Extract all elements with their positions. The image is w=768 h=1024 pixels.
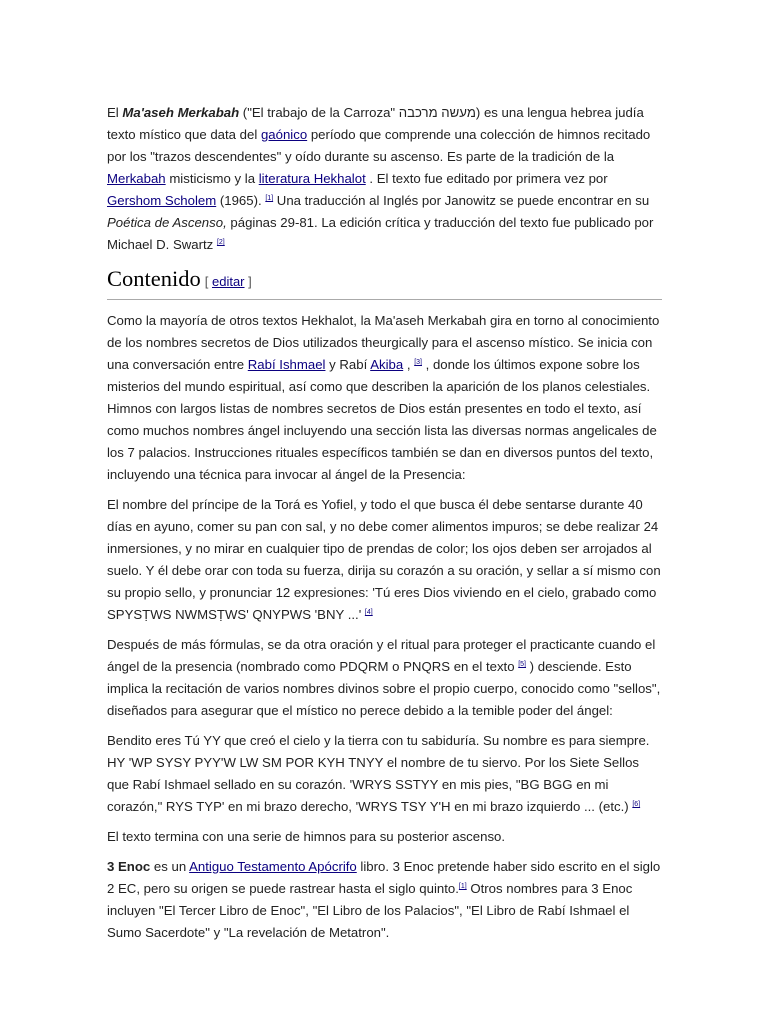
intro-text: . El texto fue editado por primera vez por (365, 171, 608, 186)
link-merkabah[interactable]: Merkabah (107, 171, 166, 186)
intro-text: páginas 29-81. La edición crítica y traducción del texto fue publicado por Michael D. Swartz (107, 215, 654, 252)
link-akiba[interactable]: Akiba (370, 357, 404, 372)
article-title-term: Ma'aseh Merkabah (122, 105, 240, 120)
link-gershom-scholem[interactable]: Gershom Scholem (107, 193, 217, 208)
content-paragraph (107, 730, 662, 818)
section-heading (107, 268, 662, 300)
intro-text: Una traducción al Inglés por Janowitz se puede encontrar en su (273, 193, 650, 208)
hebrew-title: מעשה מרכבה (398, 105, 476, 120)
link-literatura-hekhalot[interactable]: literatura Hekhalot (258, 171, 366, 186)
edit-section (205, 274, 252, 289)
paragraph-text: ) desciende. Esto implica la recitación de varios nombres divinos sobre el propio cuerpo, conocido como "sellos", diseñados para asegurar que el místico no perece debido a la temible poder del ángel: (107, 659, 661, 718)
link-gaonico[interactable]: gaónico (260, 127, 308, 142)
paragraph-text: El texto termina con una serie de himnos para su posterior ascenso. (107, 829, 506, 844)
paragraph-text: Otros nombres para 3 Enoc incluyen "El Tercer Libro de Enoc", "El Libro de los Palacios", "El Libro de Rabí Ishmael el Sumo Sacerdote" y "La revelación de Metatron". (107, 881, 633, 940)
paragraph-text: El nombre del príncipe de la Torá es Yofiel, y todo el que busca él debe sentarse durante 40 días en ayuno, comer su pan con sal, y no debe comer alimentos impuros; se debe realizar 24 inmersiones, y no mirar en cualquier tipo de prendas de color; los ojos deben ser arrojados al suelo. Y él debe orar con toda su fuerza, dirija su corazón a su oración, y sellar a sí mismo con su propio sello, y pronunciar 12 expresiones: 'Tú eres Dios viviendo en el cielo, grabado como SPYSṬWS NWMSṬWS' QNYPWS 'BNY ...' (107, 497, 661, 622)
content-paragraph (107, 634, 662, 722)
reference-link[interactable]: [1] (265, 195, 274, 202)
content-paragraph (107, 310, 662, 486)
article-body (107, 102, 662, 944)
link-rabi-ishmael[interactable]: Rabí Ishmael (247, 357, 326, 372)
content-paragraph (107, 826, 662, 848)
paragraph-text: Como la mayoría de otros textos Hekhalot, la Ma'aseh Merkabah gira en torno al conocimiento de los nombres secretos de Dios utilizados theurgically para el ascenso místico. Se inicia con una conversación entre (107, 313, 660, 372)
intro-text: (1965). (216, 193, 266, 208)
bold-term: 3 Enoc (107, 859, 151, 874)
intro-text: misticismo y la (165, 171, 259, 186)
intro-text: ("El trabajo de la Carroza" (239, 105, 399, 120)
reference-link[interactable]: [3] (414, 359, 422, 366)
edit-link[interactable]: editar (211, 274, 245, 289)
paragraph-text: es un (150, 859, 190, 874)
intro-text: período que comprende una colección de himnos recitado por los "trazos descendentes" y oído durante su ascenso. Es parte de la tradición de la (107, 127, 651, 164)
reference-link[interactable]: [5] (518, 661, 527, 668)
intro-text: El (107, 105, 123, 120)
intro-paragraph (107, 102, 662, 256)
paragraph-text: Bendito eres Tú YY que creó el cielo y la tierra con tu sabiduría. Su nombre es para siempre. HY 'WP SYSY PYY'W LW SM POR KYH TNYY el nombre de tu siervo. Por los Siete Sellos que Rabí Ishmael sellado en su corazón. 'WRYS SSTYY en mis pies, "BG BGG en mi corazón," RYS TYP' en mi brazo derecho, 'WRYS TSY Y'H en mi brazo izquierdo ... (etc.) (107, 733, 650, 814)
intro-text: ) es una lengua hebrea judía texto místico que data del (107, 105, 644, 142)
content-paragraph (107, 856, 662, 944)
reference-link[interactable]: [1] (458, 883, 467, 890)
reference-link[interactable]: [4] (364, 609, 373, 616)
paragraph-text: , (403, 357, 415, 372)
edit-bracket-open: [ (204, 274, 212, 289)
paragraph-text: , donde los últimos expone sobre los misterios del mundo espiritual, así como que describen la aparición de los planos celestiales. Himnos con largos listas de nombres secretos de Dios están presentes en todo el texto, así como muchos nombres ángel incluyendo una sección lista las diversas normas angelicales de los 7 palacios. Instrucciones rituales específicos también se dan en diversos puntos del texto, incluyendo una técnica para invocar al ángel de la Presencia: (107, 357, 657, 482)
reference-link[interactable]: [2] (216, 239, 225, 246)
link-antiguo-testamento-apocrifo[interactable]: Antiguo Testamento Apócrifo (189, 859, 357, 874)
italic-title: Poética de Ascenso, (107, 215, 227, 230)
paragraph-text: Después de más fórmulas, se da otra oración y el ritual para proteger el practicante cuando el ángel de la presencia (nombrado como PDQRM o PNQRS en el texto (107, 637, 656, 674)
reference-link[interactable]: [6] (632, 801, 641, 808)
paragraph-text: libro. 3 Enoc pretende haber sido escrito en el siglo 2 EC, pero su origen se puede rastrear hasta el siglo quinto. (107, 859, 661, 896)
content-paragraph (107, 494, 662, 626)
edit-bracket-close: ] (244, 274, 252, 289)
section-title: Contenido (107, 266, 201, 291)
paragraph-text: y Rabí (325, 357, 371, 372)
